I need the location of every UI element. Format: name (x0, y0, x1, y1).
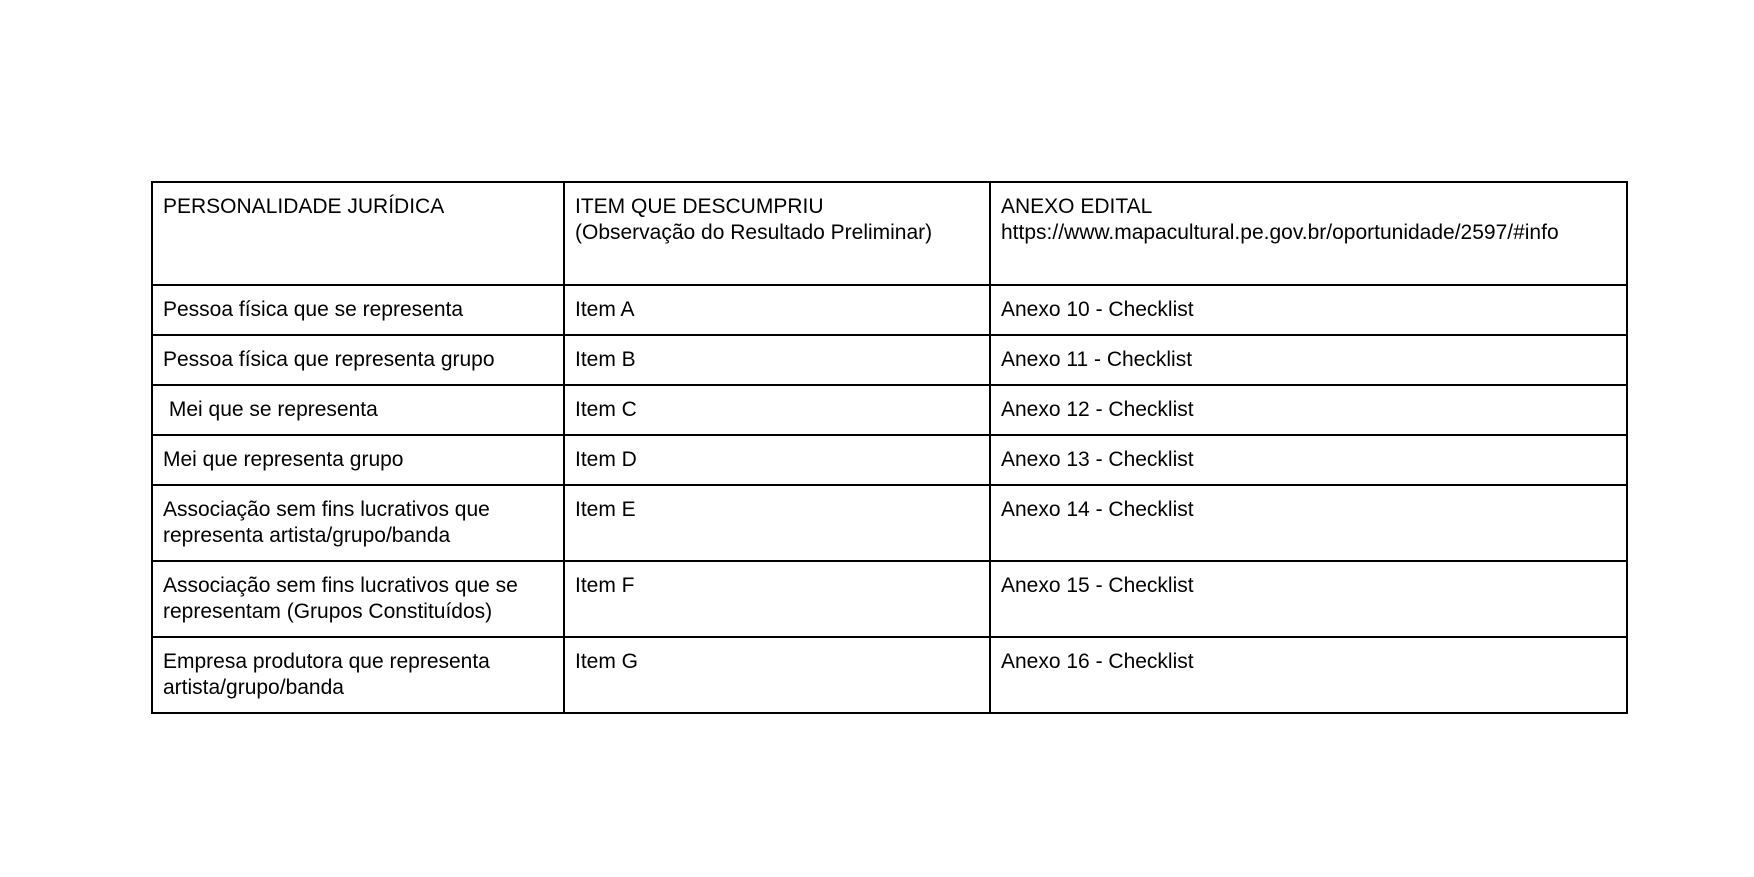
table-row (152, 485, 1627, 561)
cell-personalidade (152, 335, 564, 385)
header-personalidade-label: PERSONALIDADE JURÍDICA (163, 195, 445, 218)
cell-personalidade-text: Pessoa física que se representa (163, 298, 464, 321)
cell-item (564, 485, 990, 561)
cell-anexo (990, 285, 1627, 335)
table-row (152, 385, 1627, 435)
table-header-row (152, 182, 1627, 285)
cell-personalidade-text: Mei que representa grupo (163, 448, 404, 471)
cell-item-text: Item E (575, 498, 636, 521)
cell-personalidade (152, 637, 564, 713)
table-row (152, 285, 1627, 335)
table-row (152, 435, 1627, 485)
cell-item (564, 435, 990, 485)
cell-anexo-text: Anexo 11 - Checklist (1001, 348, 1193, 371)
table-row (152, 561, 1627, 637)
cell-item-text: Item D (575, 448, 637, 471)
cell-anexo-text: Anexo 14 - Checklist (1001, 498, 1194, 521)
cell-anexo-text: Anexo 16 - Checklist (1001, 650, 1194, 673)
cell-personalidade (152, 285, 564, 335)
cell-anexo-text: Anexo 10 - Checklist (1001, 298, 1194, 321)
cell-personalidade-text: Associação sem fins lucrativos que se representam (Grupos Constituídos) (163, 574, 524, 623)
cell-item (564, 285, 990, 335)
cell-personalidade-text: Mei que se representa (163, 398, 378, 421)
cell-anexo (990, 335, 1627, 385)
header-item-sublabel: (Observação do Resultado Preliminar) (575, 221, 933, 244)
cell-anexo (990, 637, 1627, 713)
cell-item (564, 335, 990, 385)
cell-item (564, 561, 990, 637)
table-row (152, 335, 1627, 385)
header-personalidade (152, 182, 564, 285)
cell-item-text: Item C (575, 398, 637, 421)
cell-personalidade-text: Associação sem fins lucrativos que representa artista/grupo/banda (163, 498, 496, 547)
cell-anexo (990, 561, 1627, 637)
cell-personalidade (152, 385, 564, 435)
cell-personalidade (152, 485, 564, 561)
cell-personalidade-text: Empresa produtora que representa artista/grupo/banda (163, 650, 496, 699)
table-row (152, 637, 1627, 713)
cell-item-text: Item G (575, 650, 639, 673)
cell-personalidade (152, 561, 564, 637)
cell-anexo-text: Anexo 12 - Checklist (1001, 398, 1194, 421)
header-item-label: ITEM QUE DESCUMPRIU (575, 195, 824, 218)
header-anexo (990, 182, 1627, 285)
cell-item (564, 385, 990, 435)
cell-item-text: Item A (575, 298, 635, 321)
cell-anexo (990, 385, 1627, 435)
cell-item-text: Item B (575, 348, 636, 371)
cell-anexo (990, 435, 1627, 485)
cell-anexo-text: Anexo 13 - Checklist (1001, 448, 1194, 471)
header-anexo-link[interactable]: https://www.mapacultural.pe.gov.br/oportunidade/2597/#info (1001, 221, 1559, 244)
checklist-table (151, 181, 1628, 714)
cell-personalidade-text: Pessoa física que representa grupo (163, 348, 495, 371)
cell-item-text: Item F (575, 574, 635, 597)
header-item (564, 182, 990, 285)
cell-personalidade (152, 435, 564, 485)
header-anexo-label: ANEXO EDITAL (1001, 195, 1153, 218)
cell-anexo (990, 485, 1627, 561)
cell-anexo-text: Anexo 15 - Checklist (1001, 574, 1194, 597)
cell-item (564, 637, 990, 713)
